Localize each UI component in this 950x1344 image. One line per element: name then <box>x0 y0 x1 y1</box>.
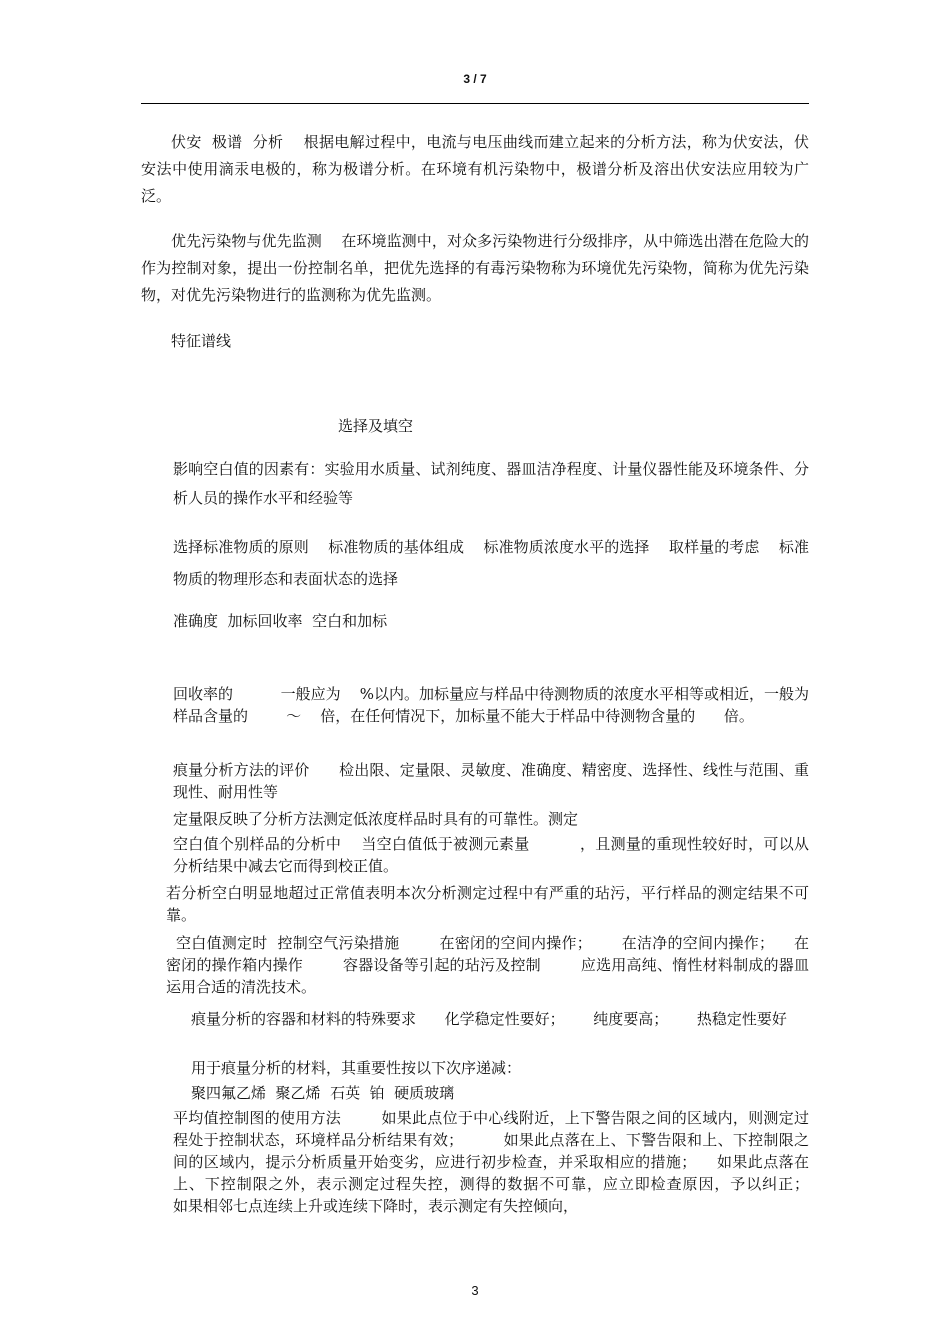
section-heading-choice-fill: 选择及填空 <box>338 417 414 435</box>
paragraph-blank-correction: 空白值个别样品的分析中 当空白值低于被测元素量 ，且测量的重现性较好时，可以从分析结果中减去它而得到校正值。 <box>173 835 809 875</box>
paragraph-characteristic-lines: 特征谱线 <box>171 332 232 350</box>
paragraph-quantitation-limit: 定量限反映了分析方法测定低浓度样品时具有的可靠性。测定 <box>173 810 579 828</box>
page-header-label: 3 / 7 <box>463 72 487 86</box>
paragraph-recovery-rate: 回收率的 一般应为 %以内。加标量应与样品中待测物质的浓度水平相等或相近，一般为样品含量的 ～ 倍，在任何情况下，加标量不能大于样品中待测物含量的 倍。 <box>173 685 810 725</box>
paragraph-material-importance: 用于痕量分析的材料，其重要性按以下次序递减： <box>191 1059 522 1077</box>
paragraph-accuracy: 准确度 加标回收率 空白和加标 <box>173 612 388 630</box>
paragraph-container-requirements: 痕量分析的容器和材料的特殊要求 化学稳定性要好； 纯度要高； 热稳定性要好 <box>191 1010 787 1028</box>
paragraph-blank-value-factors: 影响空白值的因素有：实验用水质量、试剂纯度、器皿洁净程度、计量仪器性能及环境条件、分析人员的操作水平和经验等 <box>173 460 809 507</box>
paragraph-control-chart-usage: 平均值控制图的使用方法 如果此点位于中心线附近，上下警告限之间的区域内，则测定过程处于控制状态，环境样品分析结果有效； 如果此点落在上、下警告限和上、下控制限之间的区域内，提示分析质量开始变劣，应进行初步检查，并采取相应的措施； 如果此点落在上、下控制限之外，表示测定过程失控，测得的数据不可靠，应立即检查原因，予以纠正； 如果相邻七点连续上升或连续下降时，表示测定有失控倾向， <box>173 1109 848 1215</box>
header-rule <box>141 103 809 104</box>
page-number: 3 <box>471 1283 479 1298</box>
paragraph-blank-measurement-controls: 空白值测定时 控制空气污染措施 在密闭的空间内操作； 在洁净的空间内操作； 在密闭的操作箱内操作 容器设备等引起的玷污及控制 应选用高纯、惰性材料制成的器皿 运用合适的清洗技术。 <box>166 934 848 996</box>
paragraph-contamination: 若分析空白明显地超过正常值表明本次分析测定过程中有严重的玷污，平行样品的测定结果不可靠。 <box>166 884 809 924</box>
paragraph-standard-material-principles: 选择标准物质的原则 标准物质的基体组成 标准物质浓度水平的选择 取样量的考虑 标准物质的物理形态和表面状态的选择 <box>173 538 809 588</box>
paragraph-voltammetry: 伏安 极谱 分析 根据电解过程中，电流与电压曲线而建立起来的分析方法，称为伏安法，伏安法中使用滴汞电极的，称为极谱分析。在环境有机污染物中，极谱分析及溶出伏安法应用较为广泛。 <box>141 133 809 205</box>
paragraph-material-list: 聚四氟乙烯 聚乙烯 石英 铂 硬质玻璃 <box>191 1084 455 1102</box>
paragraph-priority-pollutants: 优先污染物与优先监测 在环境监测中，对众多污染物进行分级排序，从中筛选出潜在危险大的作为控制对象，提出一份控制名单，把优先选择的有毒污染物称为环境优先污染物，简称为优先污染物，对优先污染物进行的监测称为优先监测。 <box>141 232 809 304</box>
paragraph-trace-analysis-evaluation: 痕量分析方法的评价 检出限、定量限、灵敏度、准确度、精密度、选择性、线性与范围、重现性、耐用性等 <box>173 761 809 801</box>
